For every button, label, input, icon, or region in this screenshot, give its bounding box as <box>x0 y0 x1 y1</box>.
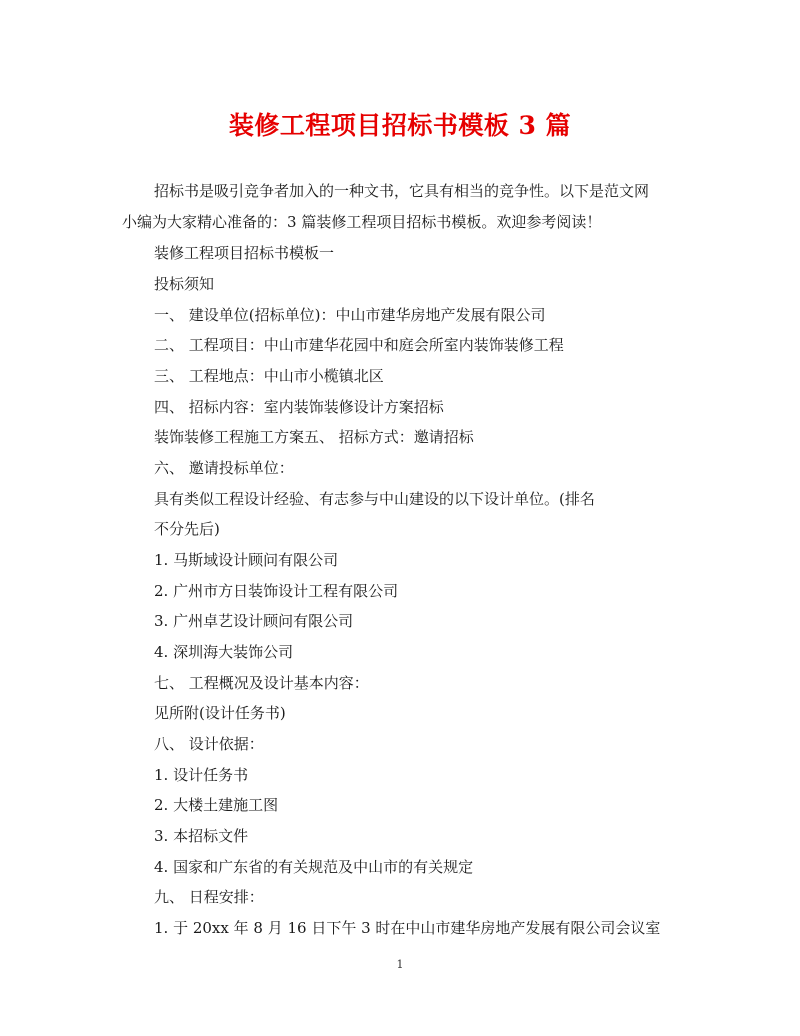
list-item: 3. 广州卓艺设计顾问有限公司 <box>154 612 354 630</box>
document-title: 装修工程项目招标书模板 3 篇 <box>228 111 572 140</box>
paragraph-line: 不分先后) <box>154 520 220 538</box>
list-item: 一、 建设单位(招标单位)：中山市建华房地产发展有限公司 <box>154 306 546 324</box>
page-number: 1 <box>396 958 404 971</box>
list-item: 3. 本招标文件 <box>154 827 249 845</box>
list-item: 4. 深圳海大装饰公司 <box>154 643 294 661</box>
list-item: 1. 马斯域设计顾问有限公司 <box>154 551 339 569</box>
list-item: 装饰装修工程施工方案五、 招标方式：邀请招标 <box>154 428 474 446</box>
list-item: 六、 邀请投标单位： <box>154 459 294 477</box>
list-item: 2. 广州市方日装饰设计工程有限公司 <box>154 582 399 600</box>
section-subheading: 投标须知 <box>154 275 215 293</box>
intro-line: 小编为大家精心准备的：3 篇装修工程项目招标书模板。欢迎参考阅读！ <box>122 213 602 231</box>
list-item: 七、 工程概况及设计基本内容： <box>154 674 369 692</box>
list-item: 4. 国家和广东省的有关规范及中山市的有关规定 <box>154 858 474 876</box>
list-item: 2. 大楼土建施工图 <box>154 796 279 814</box>
list-item: 三、 工程地点：中山市小榄镇北区 <box>154 367 384 385</box>
intro-paragraph <box>122 176 682 238</box>
list-item: 1. 设计任务书 <box>154 766 249 784</box>
paragraph-line: 见所附(设计任务书) <box>154 704 286 722</box>
list-item: 八、 设计依据： <box>154 735 264 753</box>
paragraph-line: 具有类似工程设计经验、有志参与中山建设的以下设计单位。(排名 <box>154 490 595 508</box>
list-item: 四、 招标内容：室内装饰装修设计方案招标 <box>154 398 444 416</box>
list-item: 九、 日程安排： <box>154 888 264 906</box>
list-item: 二、 工程项目：中山市建华花园中和庭会所室内装饰装修工程 <box>154 336 564 354</box>
section-heading: 装修工程项目招标书模板一 <box>154 244 335 262</box>
list-item: 1. 于 20xx 年 8 月 16 日下午 3 时在中山市建华房地产发展有限公司会议室 <box>154 919 661 937</box>
intro-line: 招标书是吸引竞争者加入的一种文书，它具有相当的竞争性。以下是范文网 <box>154 182 650 200</box>
